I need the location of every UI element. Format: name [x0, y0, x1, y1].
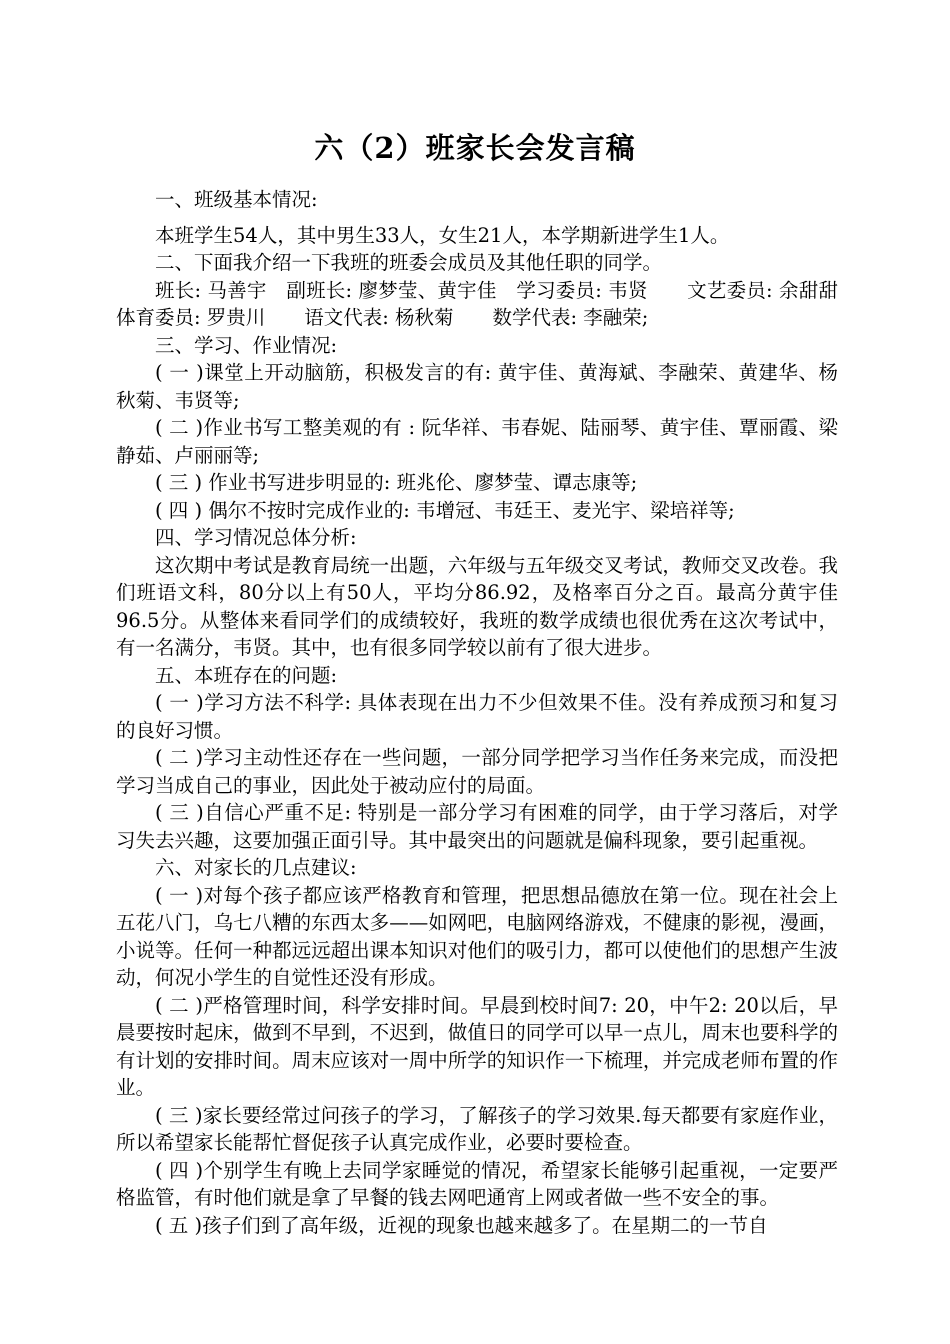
- section-heading-6: 六、对家长的几点建议:: [155, 856, 357, 879]
- paragraph: 班长: 马善宇 副班长: 廖梦莹、黄宇佳 学习委员: 韦贤 文艺委员: 余甜甜 体育委员: 罗贵川 语文代表: 杨秋菊 数学代表: 李融荣;: [116, 278, 858, 329]
- paragraph: 这次期中考试是教育局统一出题，六年级与五年级交叉考试，教师交叉改卷。我们班语文科，80分以上有50人，平均分86.92，及格率百分之百。最高分黄宇佳96.5分。从整体来看同学们的成绩较好，我班的数学成绩也很优秀在这次考试中，有一名满分，韦贤。其中，也有很多同学较以前有了很大进步。: [116, 553, 838, 659]
- paragraph: ( 三 )家长要经常过问孩子的学习，了解孩子的学习效果.每天都要有家庭作业，所以希望家长能帮忙督促孩子认真完成作业，必要时要检查。: [116, 1103, 838, 1154]
- document-body: [116, 186, 858, 1239]
- paragraph: ( 一 )对每个孩子都应该严格教育和管理，把思想品德放在第一位。现在社会上五花八门，乌七八糟的东西太多——如网吧，电脑网络游戏，不健康的影视，漫画，小说等。任何一种都远远超出课本知识对他们的吸引力，都可以使他们的思想产生波动，何况小学生的自觉性还没有形成。: [116, 883, 838, 989]
- paragraph: ( 四 )个别学生有晚上去同学家睡觉的情况，希望家长能够引起重视，一定要严格监管，有时他们就是拿了早餐的钱去网吧通宵上网或者做一些不安全的事。: [116, 1158, 838, 1209]
- paragraph: ( 二 )学习主动性还存在一些问题，一部分同学把学习当作任务来完成，而没把学习当成自己的事业，因此处于被动应付的局面。: [116, 746, 838, 797]
- paragraph: ( 一 )课堂上开动脑筋，积极发言的有: 黄宇佳、黄海斌、李融荣、黄建华、杨秋菊、韦贤等;: [116, 361, 838, 412]
- paragraph: ( 二 )作业书写工整美观的有 : 阮华祥、韦春妮、陆丽琴、黄宇佳、覃丽霞、梁静茹、卢丽丽等;: [116, 416, 838, 467]
- paragraph: ( 三 )自信心严重不足: 特别是一部分学习有困难的同学，由于学习落后，对学习失去兴趣，这要加强正面引导。其中最突出的问题就是偏科现象，要引起重视。: [116, 801, 838, 852]
- paragraph: ( 一 )学习方法不科学: 具体表现在出力不少但效果不佳。没有养成预习和复习的良好习惯。: [116, 691, 838, 742]
- paragraph: ( 二 )严格管理时间，科学安排时间。早晨到校时间7: 20，中午2: 20以后，早晨要按时起床，做到不早到，不迟到，做值日的同学可以早一点儿，周末也要科学的有计划的安排时间。周末应该对一周中所学的知识作一下梳理，并完成老师布置的作业。: [116, 993, 838, 1099]
- section-heading-2: 二、下面我介绍一下我班的班委会成员及其他任职的同学。: [155, 251, 663, 274]
- paragraph: ( 四 ) 偶尔不按时完成作业的: 韦增冠、韦廷王、麦光宇、梁培祥等;: [155, 498, 735, 522]
- paragraph: ( 五 )孩子们到了高年级，近视的现象也越来越多了。在星期二的一节自: [155, 1213, 768, 1237]
- section-heading-3: 三、学习、作业情况:: [155, 333, 338, 357]
- paragraph: ( 三 ) 作业书写进步明显的: 班兆伦、廖梦莹、谭志康等;: [155, 471, 638, 494]
- section-heading-4: 四、学习情况总体分析:: [155, 526, 357, 549]
- section-heading-5: 五、本班存在的问题:: [155, 663, 338, 687]
- paragraph: 本班学生54人，其中男生33人，女生21人，本学期新进学生1人。: [155, 223, 730, 247]
- section-heading-1: 一、班级基本情况:: [155, 188, 318, 211]
- document-title: 六（2）班家长会发言稿: [314, 131, 636, 165]
